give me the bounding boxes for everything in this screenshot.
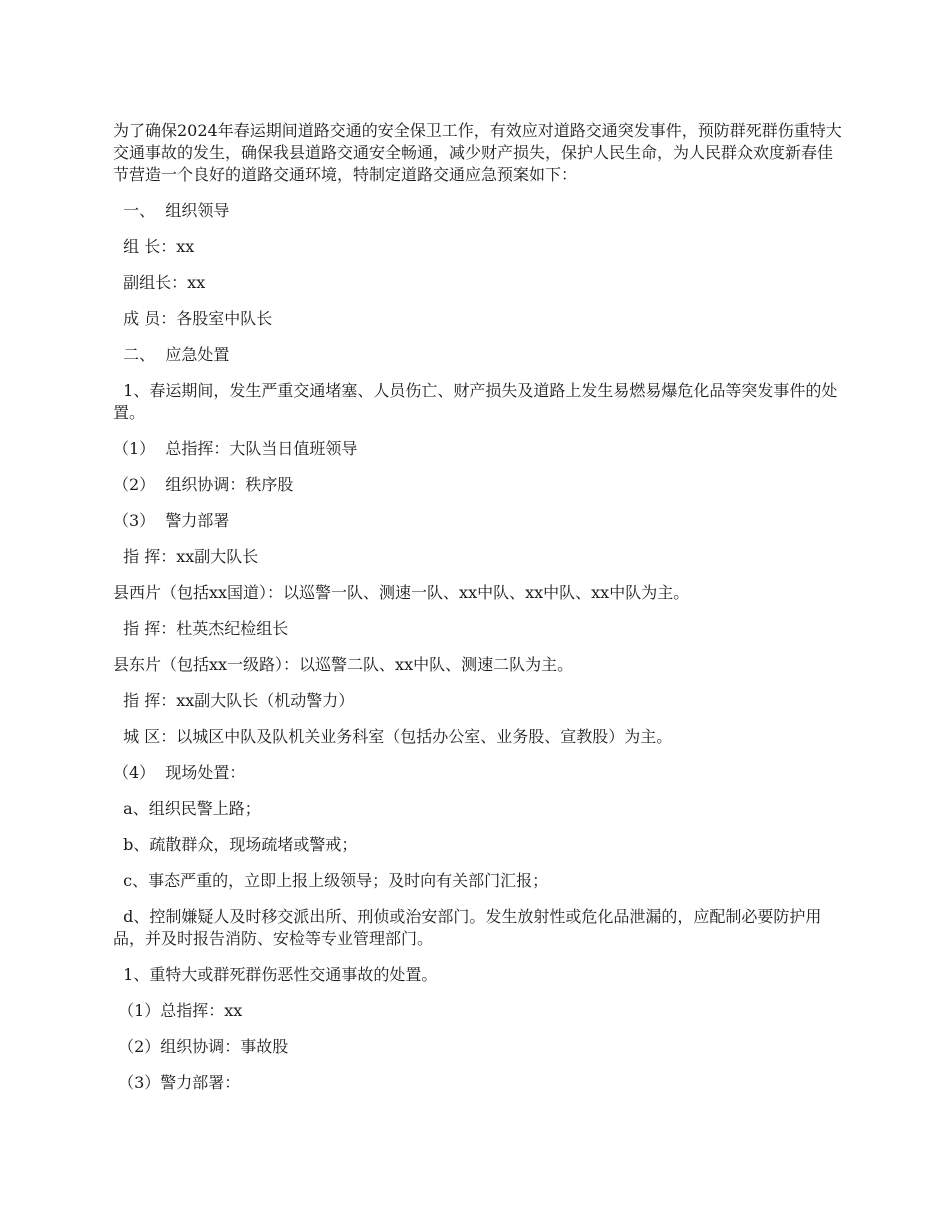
- paragraph-deputy-leader: 副组长：xx: [113, 273, 206, 292]
- paragraph-leader: 组 长：xx: [113, 237, 195, 256]
- paragraph-urban-district: 城 区：以城区中队及队机关业务科室（包括办公室、业务股、宣教股）为主。: [113, 727, 673, 746]
- paragraph-east-district: 县东片（包括xx一级路）：以巡警二队、xx中队、测速二队为主。: [113, 655, 574, 674]
- paragraph-coordination: （2） 组织协调：秩序股: [113, 475, 294, 494]
- paragraph-members: 成 员：各股室中队长: [113, 309, 273, 328]
- paragraph-item-1: 1、春运期间，发生严重交通堵塞、人员伤亡、财产损失及道路上发生易燃易爆危化品等突发事件的处置。: [113, 381, 838, 422]
- paragraph-deployment: （3） 警力部署: [113, 511, 230, 530]
- paragraph-item-major-accident: 1、重特大或群死群伤恶性交通事故的处置。: [113, 965, 438, 984]
- paragraph-commander-2: （1）总指挥：xx: [113, 1001, 243, 1020]
- section-heading-emergency: 二、 应急处置: [113, 345, 230, 364]
- paragraph-command-west: 指 挥：xx副大队长: [113, 547, 259, 566]
- paragraph-step-c: c、事态严重的，立即上报上级领导；及时向有关部门汇报；: [113, 871, 549, 890]
- paragraph-step-d: d、控制嫌疑人及时移交派出所、刑侦或治安部门。发生放射性或危化品泄漏的，应配制必要防护用品，并及时报告消防、安检等专业管理部门。: [113, 907, 822, 948]
- paragraph-west-district: 县西片（包括xx国道）：以巡警一队、测速一队、xx中队、xx中队、xx中队为主。: [113, 583, 690, 602]
- paragraph-coordination-2: （2）组织协调：事故股: [113, 1037, 289, 1056]
- paragraph-command-east: 指 挥：杜英杰纪检组长: [113, 619, 289, 638]
- paragraph-step-b: b、疏散群众，现场疏堵或警戒；: [113, 835, 358, 854]
- paragraph-commander: （1） 总指挥：大队当日值班领导: [113, 439, 358, 458]
- paragraph-step-a: a、组织民警上路；: [113, 799, 261, 818]
- intro-paragraph: 为了确保2024年春运期间道路交通的安全保卫工作，有效应对道路交通突发事件，预防群死群伤重特大交通事故的发生，确保我县道路交通安全畅通，减少财产损失，保护人民生命，为人民群众欢度新春佳节营造一个良好的道路交通环境，特制定道路交通应急预案如下：: [113, 121, 842, 184]
- paragraph-command-mobile: 指 挥：xx副大队长（机动警力）: [113, 691, 355, 710]
- paragraph-onsite: （4） 现场处置：: [113, 763, 246, 782]
- section-heading-organization: 一、 组织领导: [113, 201, 230, 220]
- paragraph-deployment-2: （3）警力部署：: [113, 1073, 241, 1092]
- document-page: [113, 120, 843, 1094]
